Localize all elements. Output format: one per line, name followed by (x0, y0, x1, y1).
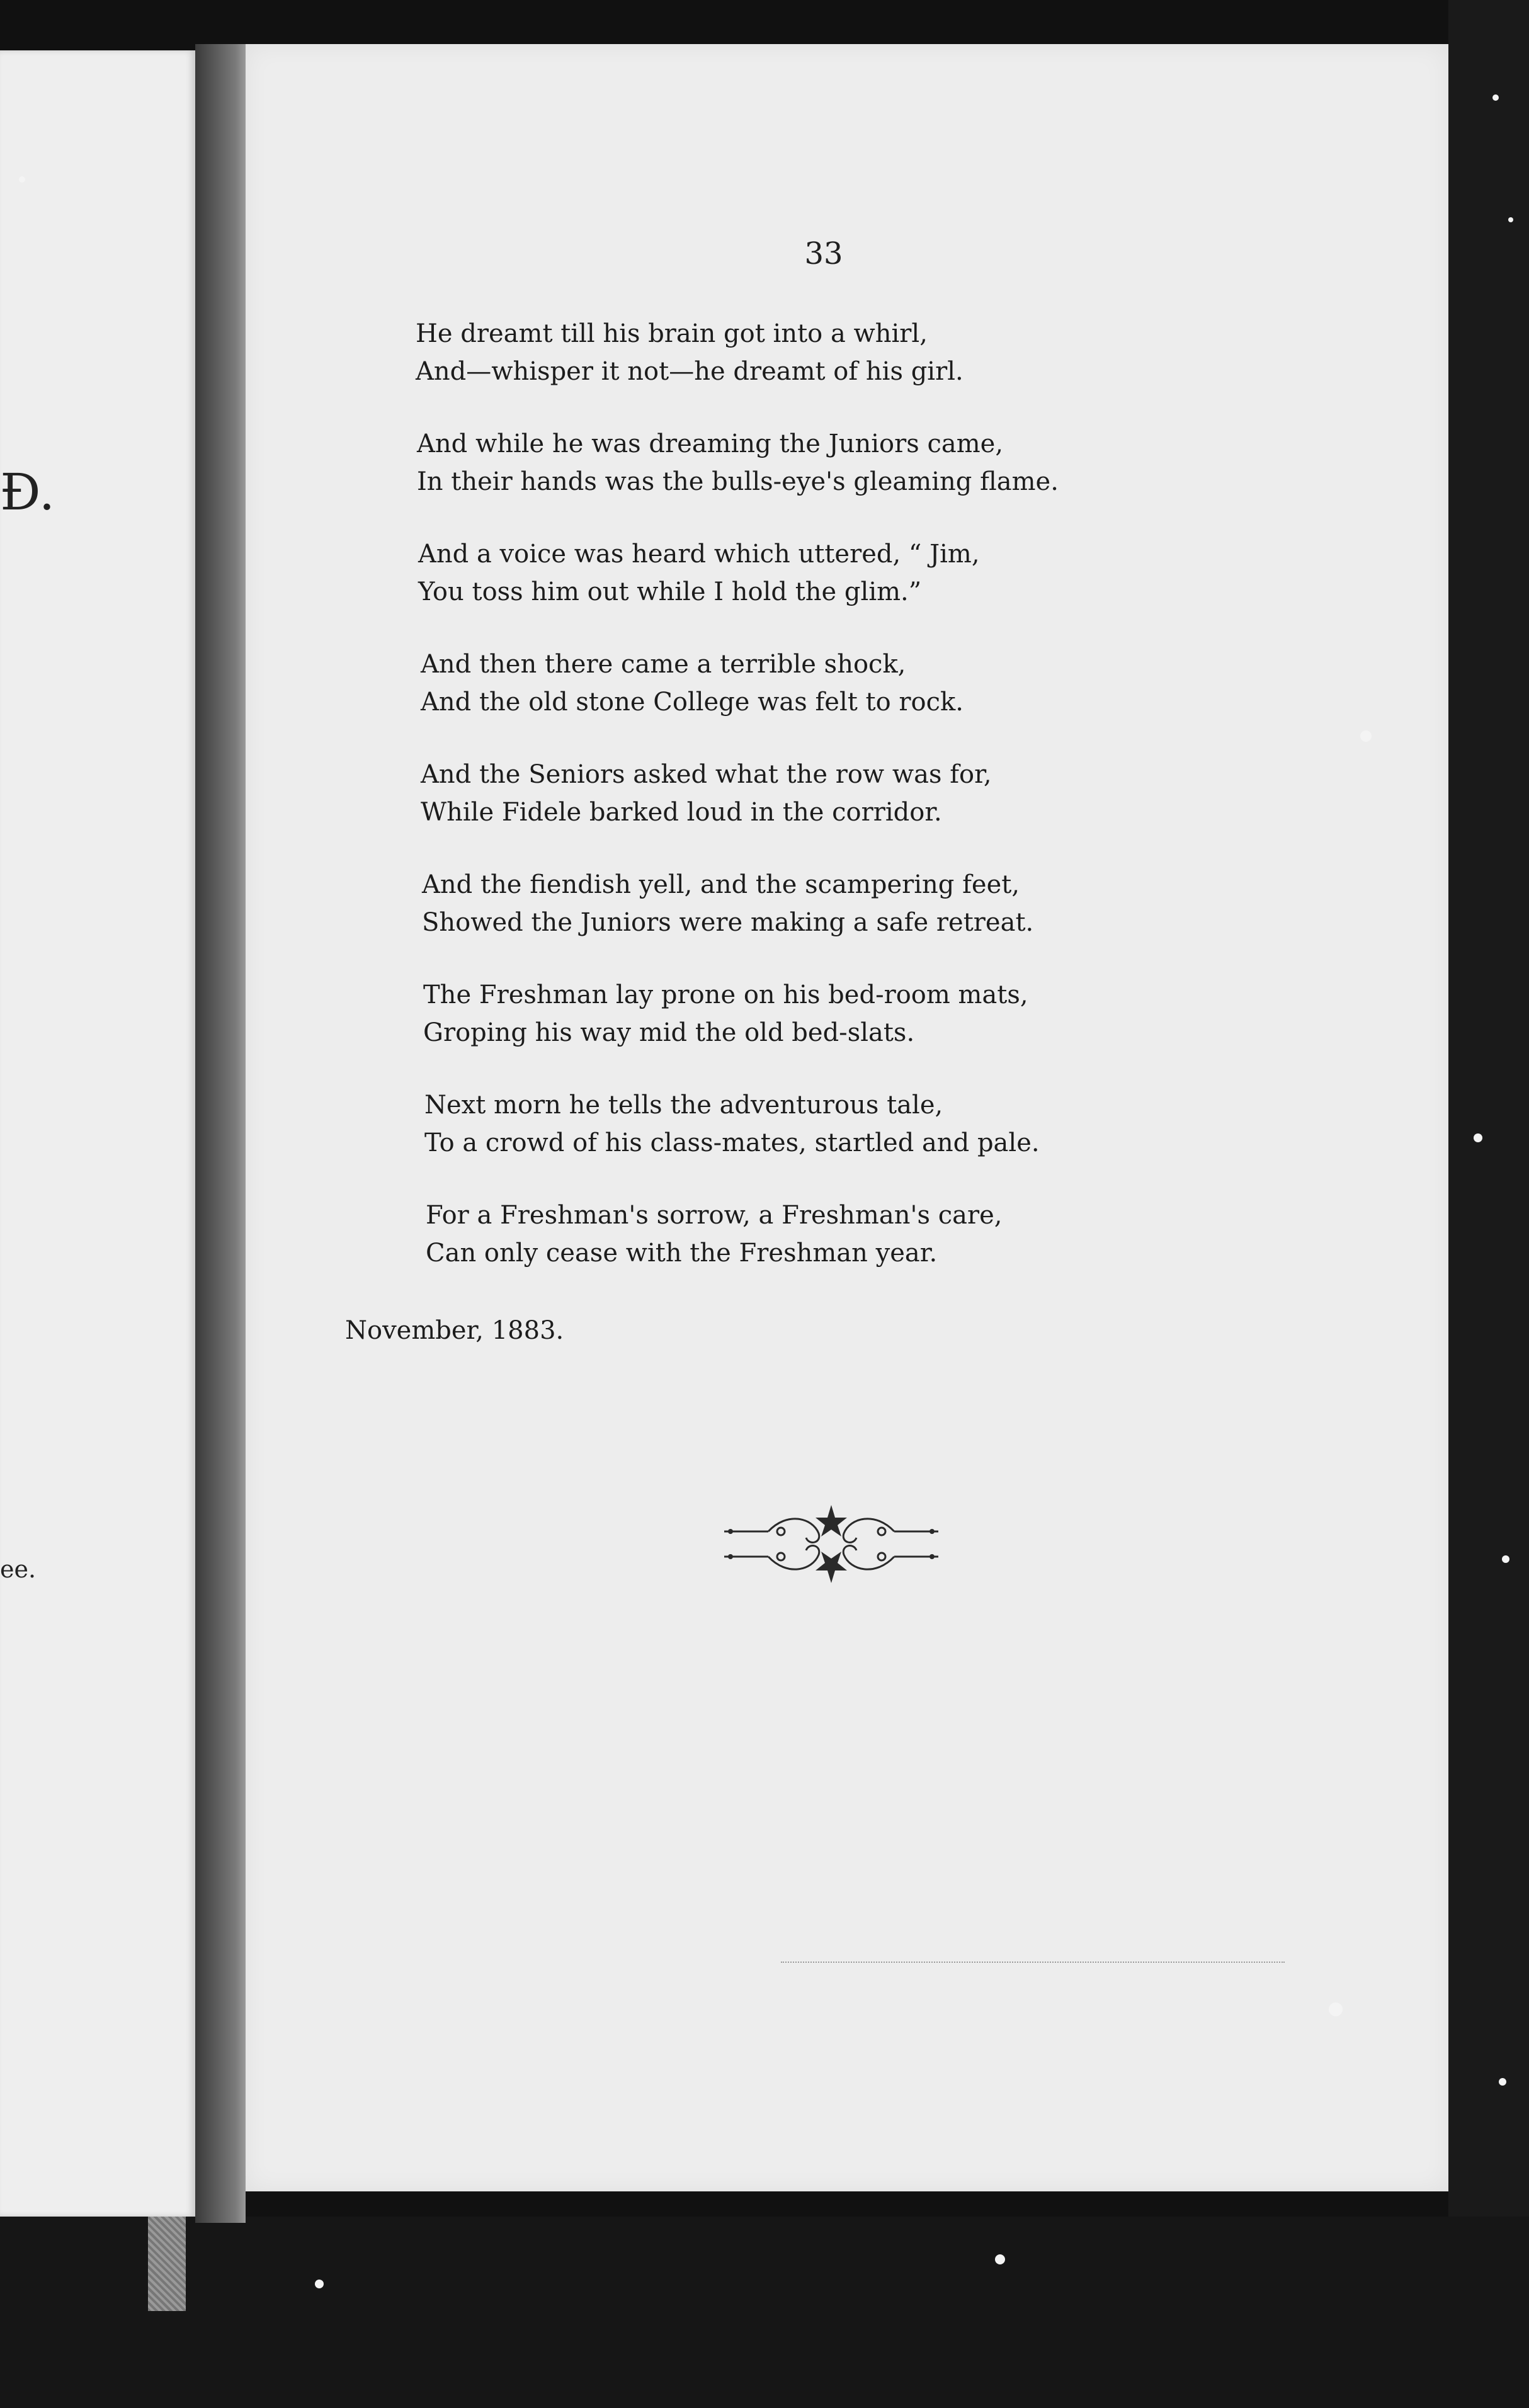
faint-dotted-rule (781, 1962, 1285, 1963)
poem-line: And while he was dreaming the Juniors came, (417, 429, 1004, 458)
poem-line: Next morn he tells the adventurous tale, (424, 1091, 943, 1120)
dust-speck (19, 176, 25, 183)
poem-line: In their hands was the bulls-eye's gleaming flame. (417, 467, 1059, 496)
stanza (416, 425, 1234, 501)
right-page (246, 44, 1448, 2191)
poem-line: The Freshman lay prone on his bed-room mats, (423, 980, 1028, 1009)
stanza (416, 756, 1234, 831)
poem-line: And the fiendish yell, and the scampering feet, (422, 870, 1020, 899)
poem-line: And a voice was heard which uttered, “ Jim, (418, 540, 980, 569)
stanza (416, 866, 1234, 941)
binding-tape (148, 2217, 186, 2311)
book-gutter (195, 44, 246, 2223)
dust-speck (1499, 2078, 1506, 2086)
poem (416, 315, 1234, 1307)
dust-speck (1508, 217, 1513, 222)
dust-speck (1502, 1555, 1509, 1563)
poem-date: November, 1883. (345, 1316, 564, 1345)
poem-line: And—whisper it not—he dreamt of his girl. (416, 357, 963, 386)
mount-right (1448, 0, 1529, 2408)
left-page-fragment-bottom: ee. (0, 1555, 37, 1583)
stanza (416, 535, 1234, 611)
page-number: 33 (804, 236, 843, 271)
poem-line: And the old stone College was felt to rock. (421, 688, 963, 717)
left-page-fragment-top: Ð. (0, 463, 55, 521)
dust-speck (1360, 730, 1372, 742)
dust-speck (1329, 2002, 1343, 2016)
poem-line: Groping his way mid the old bed-slats. (423, 1018, 915, 1047)
stanza (416, 1196, 1234, 1272)
poem-line: To a crowd of his class-mates, startled and pale. (424, 1128, 1040, 1157)
dust-speck (995, 2254, 1005, 2264)
stanza (416, 315, 1234, 390)
poem-line: For a Freshman's sorrow, a Freshman's care, (426, 1201, 1003, 1230)
stanza (416, 1086, 1234, 1162)
poem-line: You toss him out while I hold the glim.” (418, 577, 922, 606)
stanza (416, 645, 1234, 721)
poem-line: And then there came a terrible shock, (421, 650, 906, 679)
poem-line: While Fidele barked loud in the corridor. (421, 798, 942, 827)
mount-bottom (0, 2217, 1529, 2408)
poem-line: And the Seniors asked what the row was for, (421, 760, 992, 789)
dust-speck (1474, 1133, 1482, 1142)
scroll-ornament-icon (718, 1499, 945, 1587)
poem-line: Can only cease with the Freshman year. (426, 1239, 938, 1268)
poem-line: Showed the Juniors were making a safe retreat. (422, 908, 1034, 937)
dust-speck (1492, 94, 1499, 101)
stanza (416, 976, 1234, 1052)
left-page (0, 50, 195, 2217)
dust-speck (315, 2280, 324, 2288)
poem-line: He dreamt till his brain got into a whirl, (416, 319, 928, 348)
